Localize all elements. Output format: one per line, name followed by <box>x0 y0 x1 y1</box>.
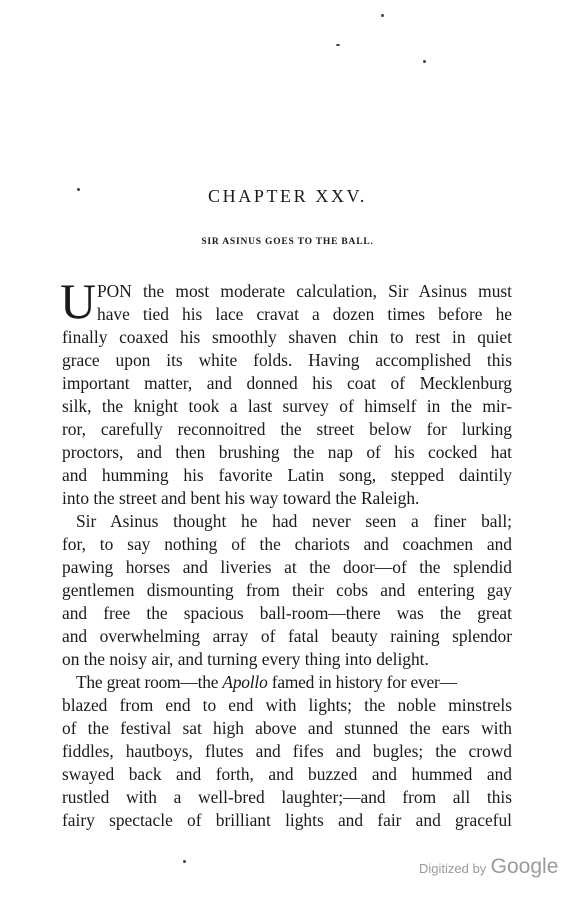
google-logo: Google <box>490 855 559 878</box>
text-line: fairy spectacle of brilliant lights and fair and graceful <box>62 810 512 830</box>
chapter-subtitle: SIR ASINUS GOES TO THE BALL. <box>201 237 374 247</box>
text-line: have tied his lace cravat a dozen times before he <box>97 304 512 324</box>
chapter-title: CHAPTER XXV. <box>208 186 367 206</box>
text-line: and free the spacious ball-room—there was the great <box>62 603 512 623</box>
text-line: blazed from end to end with lights; the noble minstrels <box>62 695 512 715</box>
text-line: PON the most moderate calculation, Sir Asinus must <box>97 281 512 301</box>
text-line: into the street and bent his way toward the Raleigh. <box>62 488 420 508</box>
text-line <box>76 671 512 694</box>
scan-speck <box>183 860 186 863</box>
text-line: silk, the knight took a last survey of himself in the mir- <box>62 396 512 416</box>
text-line: Sir Asinus thought he had never seen a finer ball; <box>76 511 512 531</box>
text-line: pawing horses and liveries at the door—of the splendid <box>62 557 512 577</box>
text-line: on the noisy air, and turning every thing into delight. <box>62 649 429 669</box>
text-span: The great room—the <box>76 672 223 692</box>
scan-speck <box>336 44 340 46</box>
text-line: gentlemen dismounting from their cobs and entering gay <box>62 580 512 600</box>
watermark-prefix: Digitized by <box>419 861 487 876</box>
drop-cap: U <box>60 273 97 329</box>
text-line: of the festival sat high above and stunned the ears with <box>62 718 512 738</box>
text-line: finally coaxed his smoothly shaven chin to rest in quiet <box>62 327 512 347</box>
text-line: swayed back and forth, and buzzed and hummed and <box>62 764 512 784</box>
text-line: important matter, and donned his coat of Mecklenburg <box>62 373 512 393</box>
text-line: grace upon its white folds. Having accomplished this <box>62 350 512 370</box>
italic-title: Apollo <box>222 672 268 692</box>
digitized-by-google-watermark <box>419 855 558 879</box>
text-line: rustled with a well-bred laughter;—and from all this <box>62 787 512 807</box>
scan-speck <box>381 14 384 17</box>
text-line: proctors, and then brushing the nap of his cocked hat <box>62 442 512 462</box>
text-line: for, to say nothing of the chariots and coachmen and <box>62 534 512 554</box>
text-line: and overwhelming array of fatal beauty raining splendor <box>62 626 512 646</box>
text-line: and humming his favorite Latin song, stepped daintily <box>62 465 512 485</box>
text-span: famed in history for ever— <box>267 672 457 692</box>
text-line: fiddles, hautboys, flutes and fifes and bugles; the crowd <box>62 741 512 761</box>
text-line: ror, carefully reconnoitred the street below for lurking <box>62 419 512 439</box>
scan-speck <box>423 60 426 63</box>
